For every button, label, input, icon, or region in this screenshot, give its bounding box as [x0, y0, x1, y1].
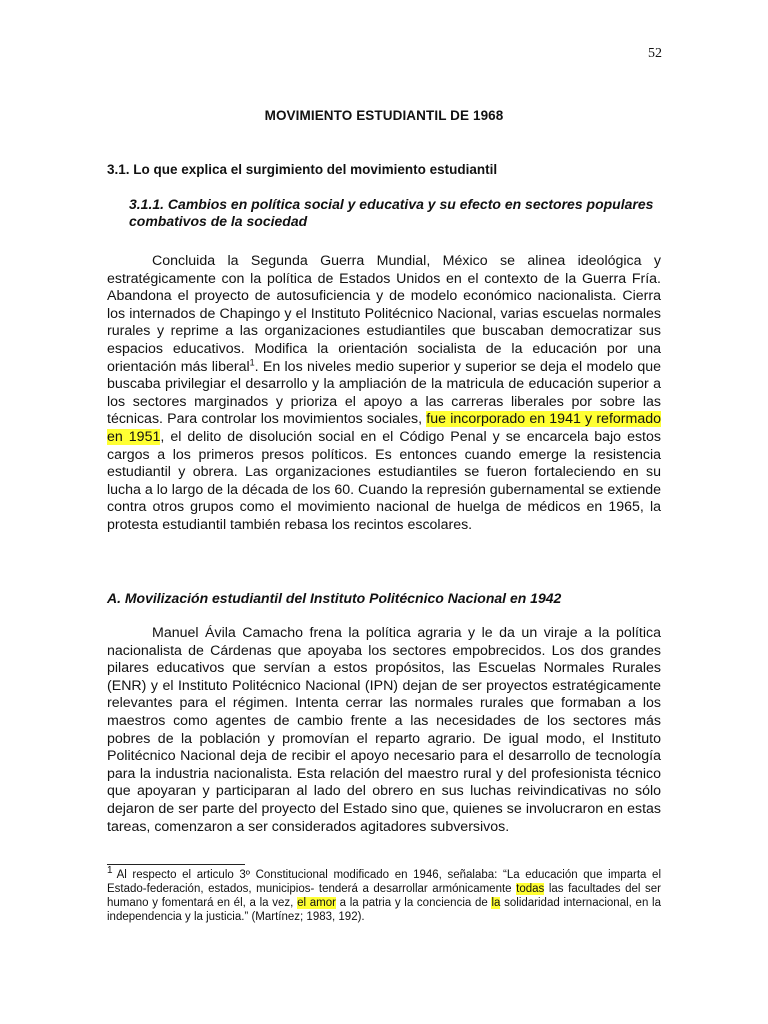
- paragraph-1-text-b: . En los niveles medio superior y superior se deja el modelo que buscaba privilegiar el desarrollo y la ampliación de la matricula de educación superior a los sectores marginados y prioriza el apoyo a las carreras liberales por sobre las técnicas. Para controlar los movimientos sociales,: [107, 358, 661, 428]
- footnote-highlight-1: todas: [516, 883, 545, 895]
- footnote-divider: [107, 864, 245, 865]
- paragraph-2: [107, 625, 661, 836]
- footnote-highlight-3: la: [491, 897, 501, 909]
- footnote-mark: 1: [107, 865, 113, 877]
- subsection-heading: 3.1.1. Cambios en política social y educativa y su efecto en sectores populares combativos de la sociedad: [129, 196, 654, 229]
- footnote-text-d: solidaridad internacional, en la independencia y la justicia.” (Martínez; 1983, 192).: [107, 897, 661, 923]
- highlighted-text: fue incorporado en 1941 y reformado en 1951: [107, 411, 661, 445]
- paragraph-1-text-a: Concluida la Segunda Guerra Mundial, México se alinea ideológica y estratégicamente con la política de Estados Unidos en el contexto de la Guerra Fría. Abandona el proyecto de autosuficiencia y de modelo económico nacionalista. Cierra los internados de Chapingo y el Instituto Politécnico Nacional, varias escuelas normales rurales y reprime a las organizaciones estudiantiles que buscaban democratizar sus espacios educativos. Modifica la orientación socialista de la educación por una orientación más liberal: [107, 253, 661, 375]
- paragraph-2-text: Manuel Ávila Camacho frena la política agraria y le da un viraje a la política nacionalista de Cárdenas que apoyaba los sectores empobrecidos. Los dos grandes pilares educativos que servían a estos propósitos, las Escuelas Normales Rurales (ENR) y el Instituto Politécnico Nacional (IPN) dejan de ser proyectos estratégicamente relevantes para el régimen. Intenta cerrar las normales rurales que formaban a los maestros como agentes de cambio frente a las necesidades de los sectores más pobres de la población y promovían el reparto agrario. De igual modo, el Instituto Politécnico Nacional deja de recibir el apoyo necesario para el desarrollo de tecnología para la industria nacionalista. Esta relación del maestro rural y del profesionista técnico que apoyaran y participaran al lado del obrero en sus luchas reivindicativas no sólo dejaron de ser parte del proyecto del Estado sino que, quienes se involucraron en estas tareas, comenzaron a ser considerados agitadores subversivos.: [107, 625, 661, 835]
- footnote-text-b: las facultades del ser humano y fomentará en él, a la vez,: [107, 883, 662, 909]
- document-title: MOVIMIENTO ESTUDIANTIL DE 1968: [264, 108, 504, 123]
- paragraph-1-text-c: , el delito de disolución social en el Código Penal y se encarcela bajo estos cargos a los primeros presos políticos. Es entonces cuando emerge la resistencia estudiantil y obrera. Las organizaciones estudiantiles se fueron fortaleciendo en su lucha a lo largo de la década de los 60. Cuando la represión gubernamental se extiende contra otros grupos como el movimiento nacional de huelga de médicos en 1965, la protesta estudiantil también rebasa los recintos escolares.: [107, 428, 661, 533]
- footnote-highlight-2: el amor: [297, 897, 336, 909]
- footnote: [107, 865, 662, 924]
- footnote-text-c: a la patria y la conciencia de: [335, 897, 492, 909]
- section-heading: 3.1. Lo que explica el surgimiento del movimiento estudiantil: [107, 162, 498, 177]
- footnote-text-a: Al respecto el articulo 3º Constitucional modificado en 1946, señalaba: “La educación que imparta el Estado-federación, estados, municipios- tenderá a desarrollar armónicamente: [107, 869, 661, 895]
- footnote-reference[interactable]: 1: [249, 356, 255, 367]
- paragraph-1: [107, 253, 661, 535]
- page-number: 52: [648, 46, 662, 61]
- subsection-a-heading: A. Movilización estudiantil del Instituto Politécnico Nacional en 1942: [107, 590, 562, 606]
